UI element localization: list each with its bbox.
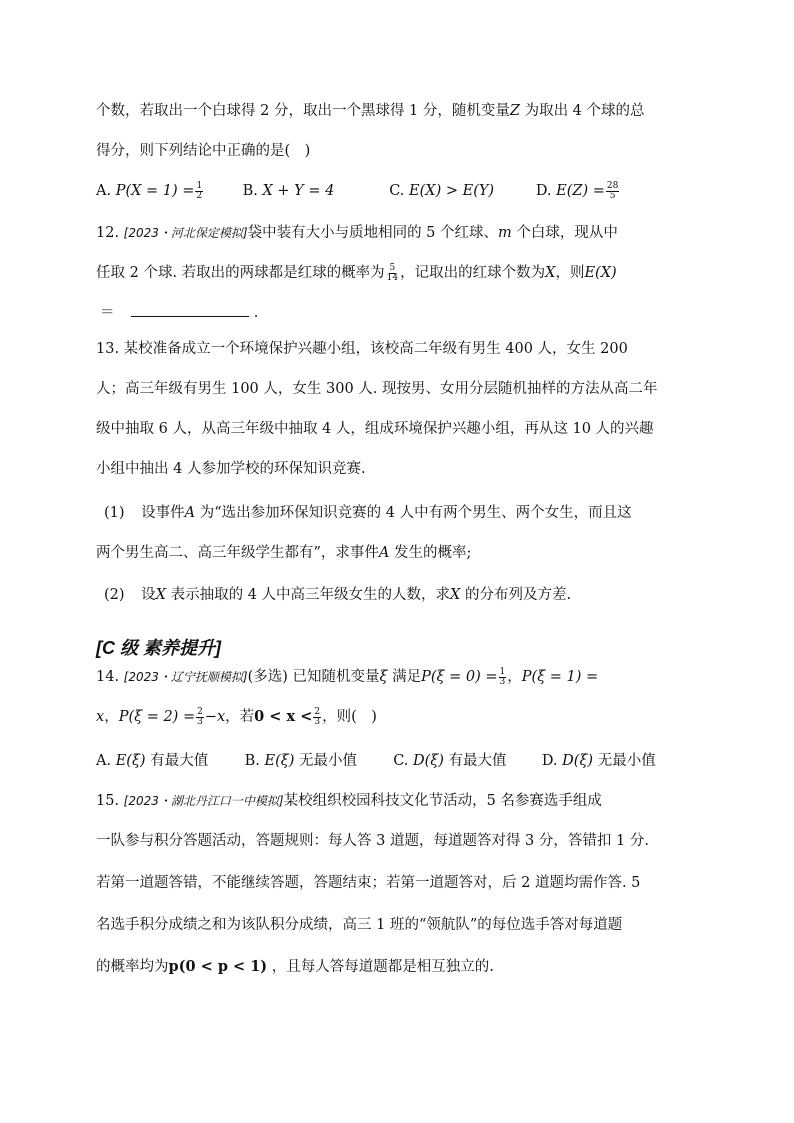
fraction: $\frac{5}{14}$ — [386, 262, 399, 283]
q14-source: [2023・辽宁抚顺模拟] — [123, 670, 248, 684]
q14-option-d: D. D(ξ) 无最小值 — [541, 753, 656, 769]
q12-source: [2023・河北保定模拟] — [123, 226, 248, 240]
q12-line-3: ＝ . — [96, 302, 698, 324]
q15-line-1: 15. [2023・湖北丹江口一中模拟]某校组织校园科技文化节活动，5 名参赛选手组成 — [96, 793, 602, 809]
section-heading: [C 级 素养提升] — [96, 638, 221, 658]
fraction: $\frac{1}{3}$ — [499, 666, 506, 687]
q15-line-2: 一队参与积分答题活动，答题规则：每人答 3 道题，每道题答对得 3 分，答错扣 1 分. — [96, 833, 649, 849]
q15-line-3: 若第一道题答错，不能继续答题，答题结束；若第一道题答对，后 2 道题均需作答. 5 — [96, 875, 641, 891]
fraction: $\frac{28}{5}$ — [606, 180, 619, 201]
q13-line-3: 级中抽取 6 人，从高三年级中抽取 4 人，组成环境保护兴趣小组，再从这 10 人的兴趣 — [96, 421, 654, 437]
q15-line-5: 的概率均为p(0 < p < 1) ，且每人答每道题都是相互独立的. — [96, 958, 494, 975]
q15-source: [2023・湖北丹江口一中模拟] — [123, 794, 284, 808]
q14-line-1: 14. [2023・辽宁抚顺模拟](多选) 已知随机变量ξ 满足P(ξ = 0) = $\frac{1}{3}$ ，P(ξ = 1) = — [96, 666, 599, 687]
q11-option-a: A. P(X = 1) = $\frac{1}{2}$ — [96, 180, 203, 201]
q13-part-2: (2) 设X 表示抽取的 4 人中高三年级女生的人数，求X 的分布列及方差. — [104, 587, 572, 603]
q11-line-1: 个数，若取出一个白球得 2 分，取出一个黑球得 1 分，随机变量Z 为取出 4 个球的总 — [96, 103, 645, 119]
q13-part-1-line-2: 两个男生高二、高三年级学生都有”，求事件A 发生的概率; — [96, 545, 472, 561]
var-z: Z — [509, 103, 520, 119]
q13-line-4: 小组中抽出 4 人参加学校的环保知识竞赛. — [96, 461, 366, 477]
q14-options — [96, 750, 698, 772]
q13-line-2: 人；高三年级有男生 100 人，女生 300 人. 现按男、女用分层随机抽样的方法从高二年 — [96, 381, 658, 397]
q14-option-a: A. E(ξ) 有最大值 — [96, 753, 209, 769]
q11-line-2: 得分，则下列结论中正确的是( ) — [96, 143, 311, 159]
q13-line-1: 13. 某校准备成立一个环境保护兴趣小组，该校高二年级有男生 400 人，女生 200 — [96, 341, 628, 357]
q11-option-c: C. E(X) > E(Y) — [389, 183, 495, 199]
fraction: $\frac{2}{3}$ — [314, 706, 321, 727]
q14-option-c: C. D(ξ) 有最大值 — [393, 753, 507, 769]
q11-options — [96, 180, 698, 202]
q12-line-2: 任取 2 个球. 若取出的两球都是红球的概率为 $\frac{5}{14}$ ，记取出的红球个数为X，则E(X) — [96, 262, 617, 283]
q14-line-2: x，P(ξ = 2) = $\frac{2}{3}$ −x，若0 < x < $\frac{2}{3}$ ，则( ) — [96, 706, 377, 727]
fraction: $\frac{2}{3}$ — [197, 706, 203, 727]
q12-line-1: 12. [2023・河北保定模拟]袋中装有大小与质地相同的 5 个红球、m 个白球，现从中 — [96, 225, 618, 241]
q14-option-b: B. E(ξ) 无最小值 — [244, 753, 357, 769]
q11-option-b: B. X + Y = 4 — [242, 183, 335, 199]
fraction: $\frac{1}{2}$ — [196, 180, 203, 201]
q11-option-d: D. E(Z) = $\frac{28}{5}$ — [535, 180, 619, 201]
q15-line-4: 名选手积分成绩之和为该队积分成绩，高三 1 班的“领航队”的每位选手答对每道题 — [96, 917, 623, 933]
answer-blank[interactable] — [131, 302, 249, 317]
q13-part-1: (1) 设事件A 为“选出参加环保知识竞赛的 4 人中有两个男生、两个女生，而且这 — [104, 505, 632, 521]
